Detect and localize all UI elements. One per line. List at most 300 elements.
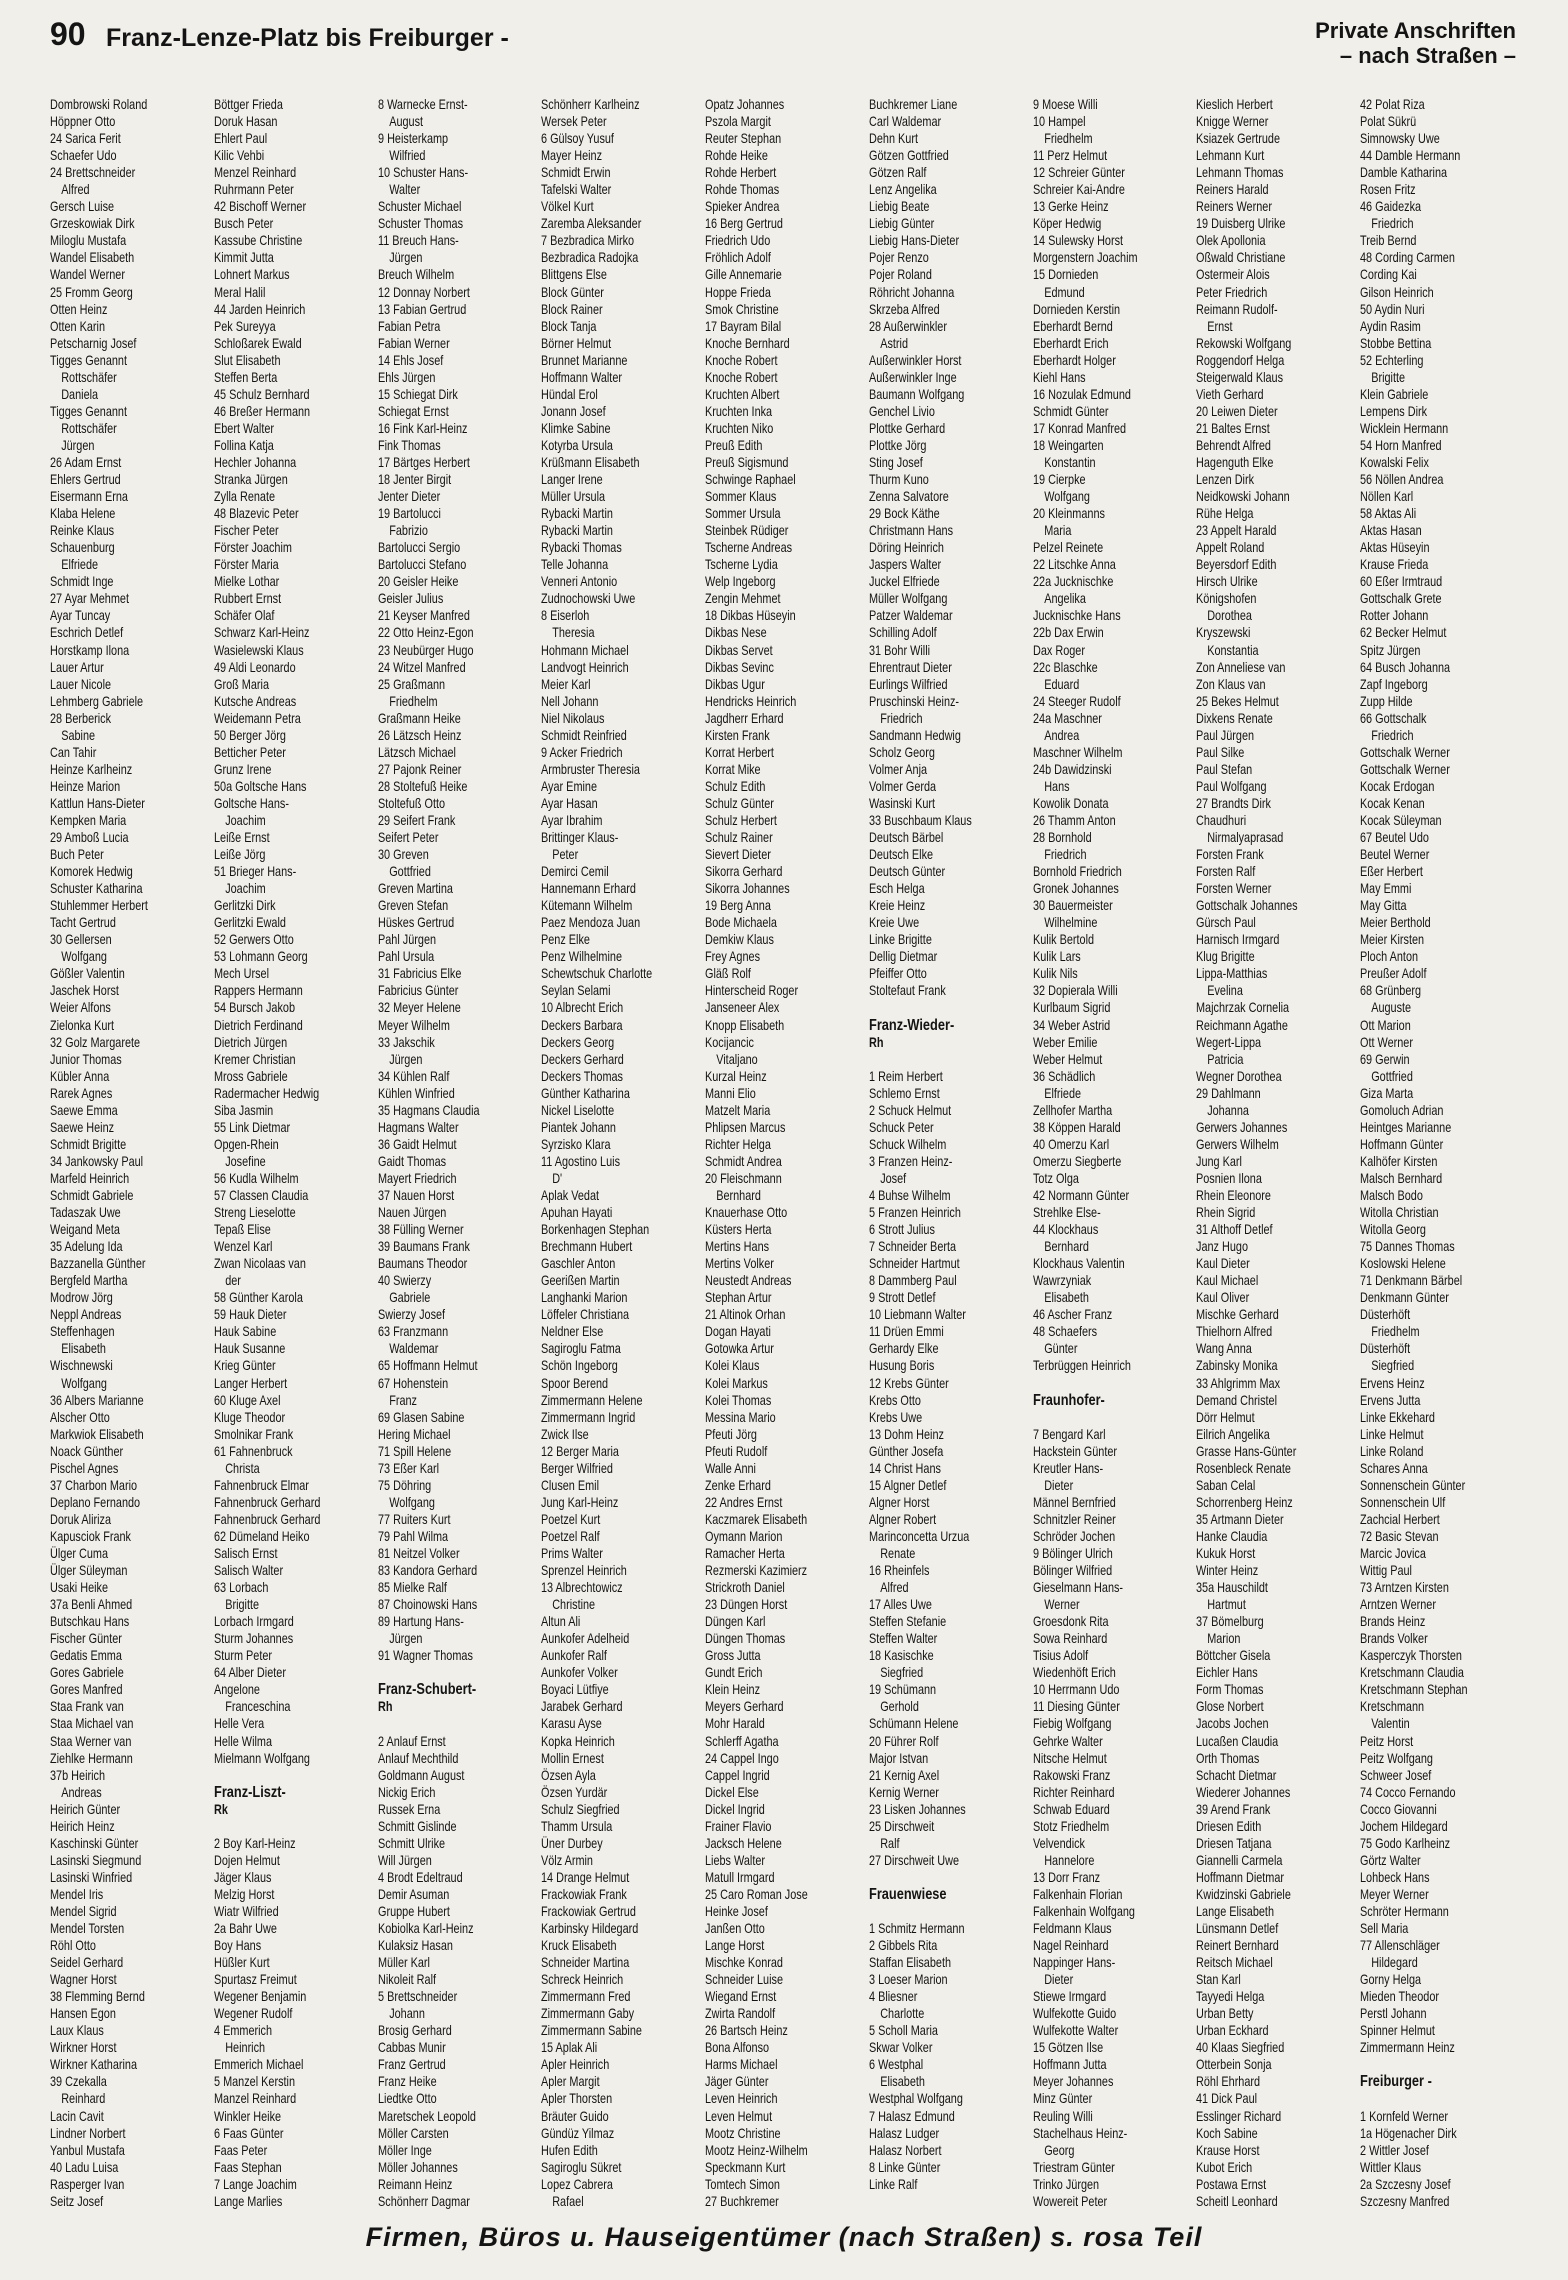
resident-entry: Weier Alfons [50,1000,111,1016]
entry-continuation: Friedrich [1043,847,1086,863]
resident-entry: Schmidt Günter [1032,403,1109,419]
resident-entry: Krause Horst [1196,2142,1260,2158]
house-number-entry: 8 Dammberg Paul [868,1273,957,1289]
directory-column-9 [1360,96,1486,2212]
resident-entry: Schmidt Inge [50,574,114,590]
resident-entry: Beyersdorf Edith [1196,557,1277,573]
resident-entry: Gößler Valentin [50,966,125,982]
resident-entry: Brands Heinz [1360,1614,1426,1630]
resident-entry: Schiegat Ernst [377,403,449,419]
resident-entry: Schlerff Agatha [705,1733,779,1749]
resident-entry: Wang Anna [1196,1341,1253,1357]
house-number-entry: 2a Bahr Uwe [213,1921,277,1937]
resident-entry: Schweer Josef [1360,1767,1432,1783]
house-number-entry: 5 Franzen Heinrich [868,1205,961,1221]
resident-entry: Krebs Uwe [868,1409,922,1425]
house-number-entry: 23 Düngen Horst [705,1597,788,1613]
resident-entry: Algner Horst [868,1494,930,1510]
resident-entry: Schuck Peter [868,1119,934,1135]
resident-entry: Poetzel Kurt [541,1511,601,1527]
resident-entry: Schewtschuk Charlotte [541,966,653,982]
resident-entry: Betticher Peter [213,744,286,760]
house-number-entry: 46 Ascher Franz [1032,1307,1112,1323]
resident-entry: Cording Kai [1360,267,1417,283]
resident-entry: Wandel Elisabeth [50,250,135,266]
resident-entry: Spieker Andrea [705,199,780,215]
house-number-entry: 29 Bock Käthe [868,506,940,522]
resident-entry: Außerwinkler Horst [868,352,962,368]
resident-entry: Jochem Hildegard [1360,1818,1448,1834]
house-number-entry: 9 Moese Willi [1032,97,1098,112]
resident-entry: Gottschalk Grete [1360,591,1442,607]
resident-entry: Behrendt Alfred [1196,437,1272,453]
house-number-entry: 4 Brodt Edeltraud [377,1869,463,1885]
resident-entry: Tadaszak Uwe [50,1205,121,1221]
house-number-entry: 17 Alles Uwe [868,1597,932,1613]
house-number-entry: 59 Hauk Dieter [213,1307,287,1323]
house-number-entry: 29 Seifert Frank [377,812,455,828]
resident-entry: Krüßmann Elisabeth [541,454,640,470]
resident-entry: Schwab Eduard [1032,1801,1110,1817]
resident-entry: Eberhardt Erich [1032,335,1109,351]
resident-entry: Armbruster Theresia [541,761,641,777]
resident-entry: Zimmermann Ingrid [541,1409,636,1425]
entry-continuation: Dieter [1043,1477,1073,1493]
resident-entry: Spinner Helmut [1360,2023,1435,2039]
resident-entry: Tayyedi Helga [1196,1989,1265,2005]
resident-entry: Slut Elisabeth [213,352,281,368]
house-number-entry: 34 Jankowsky Paul [50,1153,144,1169]
resident-entry: Knoche Robert [705,369,778,385]
house-number-entry: 91 Wagner Thomas [377,1648,473,1664]
street-heading: Fraunhofer- [1032,1391,1105,1409]
entry-continuation: Gerhold [879,1699,919,1715]
resident-entry: Faas Peter [213,2142,267,2158]
house-number-entry: 62 Dümeland Heiko [213,1528,310,1544]
resident-entry: Staffan Elisabeth [868,1955,951,1971]
resident-entry: Staa Werner van [50,1733,132,1749]
entry-continuation: Hartmut [1207,1597,1247,1613]
resident-entry: Böttcher Gisela [1196,1648,1271,1664]
resident-entry: Driesen Tatjana [1196,1835,1272,1851]
resident-entry: Rhein Sigrid [1196,1205,1256,1221]
resident-entry: Malsch Bodo [1360,1188,1423,1203]
house-number-entry: 48 Cording Carmen [1360,250,1455,266]
resident-entry: Preuß Sigismund [705,454,789,470]
house-number-entry: 34 Weber Astrid [1032,1017,1110,1033]
resident-entry: Korrat Mike [705,761,761,777]
entry-continuation: Elfriede [1043,1085,1081,1101]
resident-entry: Zimmermann Gaby [541,2006,635,2022]
resident-entry: Walle Anni [705,1460,756,1476]
resident-entry: Smok Christine [705,301,779,317]
resident-entry: Schnitzler Reiner [1032,1511,1116,1527]
resident-entry: Jäger Klaus [213,1869,272,1885]
house-number-entry: 21 Kernig Axel [868,1767,939,1783]
resident-entry: Schuster Katharina [50,881,143,897]
resident-entry: Doruk Hasan [213,114,278,130]
house-number-entry: 38 Fülling Werner [377,1222,464,1238]
resident-entry: Hoffmann Jutta [1032,2057,1107,2073]
resident-entry: Dornieden Kerstin [1032,301,1120,317]
entry-continuation: Friedhelm [1371,1324,1420,1340]
resident-entry: Gilson Heinrich [1360,284,1434,300]
house-number-entry: 50 Aydin Nuri [1360,301,1425,317]
resident-entry: Steffen Walter [868,1631,938,1647]
resident-entry: Deckers Gerhard [541,1051,625,1067]
house-number-entry: 17 Bayram Bilal [705,318,782,334]
resident-entry: Schulz Herbert [705,812,777,828]
resident-entry: Ott Werner [1360,1034,1413,1050]
entry-continuation: Bernhard [1043,1239,1089,1255]
house-number-entry: 26 Thamm Anton [1032,812,1116,828]
resident-entry: Horstkamp Ilona [50,642,130,658]
resident-entry: Hering Michael [377,1426,451,1442]
resident-entry: Wegener Rudolf [213,2006,293,2022]
resident-entry: Skwar Volker [868,2040,933,2056]
resident-entry: Brosig Gerhard [377,2023,452,2039]
resident-entry: Russek Erna [377,1801,440,1817]
resident-entry: Lempens Dirk [1360,403,1428,419]
resident-entry: Börner Helmut [541,335,612,351]
resident-entry: Peitz Wolfgang [1360,1750,1433,1766]
house-number-entry: 63 Franzmann [377,1324,448,1340]
house-number-entry: 11 Drüen Emmi [868,1324,944,1340]
resident-entry: Sikorra Johannes [705,881,790,897]
resident-entry: Dickel Ingrid [705,1801,765,1817]
resident-entry: Sikorra Gerhard [705,864,783,880]
resident-entry: Kocak Erdogan [1360,778,1435,794]
resident-entry: Marcic Jovica [1360,1545,1426,1561]
resident-entry: Paul Wolfgang [1196,778,1267,794]
resident-entry: Greven Stefan [377,898,448,914]
resident-entry: Hirsch Ulrike [1196,574,1258,590]
resident-entry: Jucknischke Hans [1032,608,1121,624]
resident-entry: Klein Heinz [705,1682,761,1698]
resident-entry: Förster Maria [213,557,279,573]
resident-entry: Sprenzel Heinrich [541,1563,628,1579]
resident-entry: Pfeiffer Otto [868,966,927,982]
resident-entry: Schmidt Reinfried [541,727,628,743]
resident-entry: Kowalski Felix [1360,454,1429,470]
resident-entry: Schacht Dietmar [1196,1767,1277,1783]
resident-entry: Lauer Artur [50,659,104,675]
entry-continuation: Jürgen [61,437,95,453]
resident-entry: Triestram Günter [1032,2159,1115,2175]
house-number-entry: 17 Konrad Manfred [1032,420,1126,436]
house-number-entry: 1a Högenacher Dirk [1360,2125,1457,2141]
entry-continuation: Gottfried [1371,1068,1413,1084]
resident-entry: Bölinger Wilfried [1032,1563,1112,1579]
house-number-entry: 2 Gibbels Rita [868,1938,938,1954]
resident-entry: Schares Anna [1360,1460,1428,1476]
resident-entry: Neldner Else [541,1324,604,1340]
resident-entry: Kühlen Winfried [377,1085,455,1101]
house-number-entry: 79 Pahl Wilma [377,1528,448,1544]
resident-entry: Bezbradica Radojka [541,250,639,266]
resident-entry: Wittig Paul [1360,1563,1412,1579]
resident-entry: Laux Klaus [50,2023,104,2039]
house-number-entry: 27 Brandts Dirk [1196,795,1272,811]
resident-entry: Block Rainer [541,301,603,317]
resident-entry: Kaschinski Günter [50,1835,139,1851]
resident-entry: Linke Brigitte [868,932,932,948]
entry-continuation: Wolfgang [1043,489,1090,505]
house-number-entry: 16 Berg Gertrud [705,216,783,232]
house-number-entry: 13 Gerke Heinz [1032,199,1109,215]
resident-entry: Ehrentraut Dieter [868,659,952,675]
house-number-entry: 44 Damble Hermann [1360,148,1461,164]
entry-continuation: Hildegard [1371,1955,1418,1971]
resident-entry: Wiedenhöft Erich [1032,1665,1116,1681]
directory-columns [50,96,1518,2212]
entry-continuation: Andreas [61,1784,102,1800]
resident-entry: Düngen Karl [705,1614,766,1630]
resident-entry: Krebs Otto [868,1392,921,1408]
entry-continuation: Dieter [1043,1972,1073,1988]
house-number-entry: 75 Dannes Thomas [1360,1239,1455,1255]
directory-column-8 [1196,96,1322,2212]
resident-entry: Lasinski Winfried [50,1869,133,1885]
house-number-entry: 50a Goltsche Hans [213,778,307,794]
house-number-entry: 11 Perz Helmut [1032,148,1107,164]
resident-entry: Eisermann Erna [50,489,128,505]
resident-entry: Paul Silke [1196,744,1245,760]
resident-entry: Kulik Bertold [1032,932,1094,948]
house-number-entry: 24 Steeger Rudolf [1032,693,1121,709]
resident-entry: Kirsten Frank [705,727,770,743]
resident-entry: Speckmann Kurt [705,2159,786,2175]
resident-entry: Stuhlemmer Herbert [50,898,148,914]
house-number-entry: 27 Buchkremer [705,2193,779,2209]
house-number-entry: 18 Weingarten [1032,437,1104,453]
resident-entry: Schönherr Karlheinz [541,97,640,112]
resident-entry: Kiehl Hans [1032,369,1086,385]
house-number-entry: 15 Aplak Ali [541,2040,598,2056]
resident-entry: Gottschalk Werner [1360,761,1450,777]
house-number-entry: 37 Nauen Horst [377,1188,454,1203]
house-number-entry: 73 Arntzen Kirsten [1360,1580,1449,1596]
resident-entry: Völkel Kurt [541,199,594,215]
resident-entry: Clusen Emil [541,1477,600,1493]
resident-entry: Lehmann Kurt [1196,148,1265,164]
resident-entry: Butschkau Hans [50,1614,130,1630]
resident-entry: Landvogt Heinrich [541,659,629,675]
resident-entry: Minz Günter [1032,2091,1092,2107]
resident-entry: Reichmann Agathe [1196,1017,1289,1033]
entry-continuation: Wilhelmine [1043,915,1097,931]
resident-entry: Reinert Bernhard [1196,1938,1280,1954]
resident-entry: Siba Jasmin [213,1102,273,1118]
entry-continuation: Daniela [61,386,99,402]
entry-continuation: Jürgen [388,1631,422,1647]
house-number-entry: 40 Swierzy [377,1273,431,1289]
entry-continuation: Theresia [552,625,595,641]
resident-entry: Schröder Jochen [1032,1528,1115,1544]
resident-entry: Kretschmann [1360,1699,1425,1715]
resident-entry: Kilic Vehbi [213,148,264,164]
resident-entry: Preußer Adolf [1360,966,1427,982]
resident-entry: Thamm Ursula [541,1818,613,1834]
resident-entry: Apuhan Hayati [541,1205,613,1221]
house-number-entry: 7 Schneider Berta [868,1239,956,1255]
resident-entry: Hoppe Frieda [705,284,771,300]
resident-entry: Pruschinski Heinz- [868,693,959,709]
entry-continuation: Marion [1207,1631,1241,1647]
resident-entry: Dixkens Renate [1196,710,1274,726]
resident-entry: Krieg Günter [213,1358,276,1374]
resident-entry: Eßer Herbert [1360,864,1423,880]
resident-entry: Ülger Cuma [50,1545,109,1561]
resident-entry: Kruck Elisabeth [541,1938,617,1954]
street-heading-suffix: Rk [213,1801,228,1817]
house-number-entry: 28 Bornhold [1032,830,1092,846]
resident-entry: Zenke Erhard [705,1477,771,1493]
resident-entry: Schaefer Udo [50,148,117,164]
resident-entry: Wirkner Katharina [50,2057,138,2073]
house-number-entry: 19 Bartolucci [377,506,441,522]
entry-continuation: Rafael [552,2193,584,2209]
resident-entry: Vieth Gerhard [1196,386,1264,402]
resident-entry: Kreie Uwe [868,915,919,931]
house-number-entry: 6 Strott Julius [868,1222,935,1238]
resident-entry: Knopp Elisabeth [705,1017,785,1033]
house-number-entry: 40 Omerzu Karl [1032,1136,1109,1152]
resident-entry: Kolei Thomas [705,1392,772,1408]
house-number-entry: 24b Dawidzinski [1032,761,1112,777]
entry-continuation: Joachim [224,812,266,828]
resident-entry: Scheitl Leonhard [1196,2193,1278,2209]
house-number-entry: 56 Nöllen Andrea [1360,472,1444,488]
entry-continuation: Wilfried [388,148,425,164]
resident-entry: Cabbas Munir [377,2040,446,2056]
street-heading: Frauenwiese [868,1885,947,1903]
resident-entry: Giza Marta [1360,1085,1414,1101]
house-number-entry: 74 Cocco Fernando [1360,1784,1456,1800]
entry-continuation: Franceschina [224,1699,291,1715]
resident-entry: Leven Heinrich [705,2091,778,2107]
resident-entry: Karbinsky Hildegard [541,1921,639,1937]
house-number-entry: 69 Glasen Sabine [377,1409,464,1425]
house-number-entry: 2 Anlauf Ernst [377,1733,446,1749]
resident-entry: Gross Jutta [705,1648,761,1664]
street-heading-suffix: Rh [377,1699,392,1715]
house-number-entry: 72 Basic Stevan [1360,1528,1439,1544]
resident-entry: Hanke Claudia [1196,1528,1268,1544]
resident-entry: Ayar Ibrahim [541,812,603,828]
house-number-entry: 23 Neubürger Hugo [377,642,474,658]
resident-entry: Jaschek Horst [50,983,119,999]
resident-entry: Langer Irene [541,472,603,488]
resident-entry: Gehrke Walter [1032,1733,1103,1749]
house-number-entry: 26 Bartsch Heinz [705,2023,788,2039]
resident-entry: Kapusciok Frank [50,1528,131,1544]
resident-entry: Buchkremer Liane [868,97,958,112]
house-number-entry: 15 Götzen Ilse [1032,2040,1103,2056]
house-number-entry: 13 Dohm Heinz [868,1426,944,1442]
resident-entry: Schwarz Karl-Heinz [213,625,310,641]
entry-continuation: Walter [388,182,420,198]
resident-entry: Fiebig Wolfgang [1032,1716,1111,1732]
resident-entry: Gores Gabriele [50,1665,124,1681]
house-number-entry: 28 Berberick [50,710,112,726]
resident-entry: Schulz Rainer [705,830,773,846]
resident-entry: Kasperczyk Thorsten [1360,1648,1462,1664]
resident-entry: May Emmi [1360,881,1412,897]
resident-entry: Schneider Luise [705,1972,783,1988]
resident-entry: Günther Josefa [868,1443,944,1459]
resident-entry: Nikoleit Ralf [377,1972,436,1988]
house-number-entry: 60 Eßer Irmtraud [1360,574,1443,590]
resident-entry: Tigges Genannt [50,352,127,368]
resident-entry: Majchrzak Cornelia [1196,1000,1290,1016]
resident-entry: Schmitt Gislinde [377,1818,457,1834]
entry-continuation: Eduard [1043,676,1079,692]
house-number-entry: 51 Brieger Hans- [213,864,296,880]
resident-entry: Kretschmann Claudia [1360,1665,1464,1681]
resident-entry: Kocak Kenan [1360,795,1425,811]
house-number-entry: 15 Dornieden [1032,267,1098,283]
resident-entry: Linke Ekkehard [1360,1409,1435,1425]
house-number-entry: 28 Außerwinkler [868,318,947,334]
house-number-entry: 46 Gaidezka [1360,199,1422,215]
resident-entry: Otterbein Sonja [1196,2057,1272,2073]
resident-entry: Leven Helmut [705,2108,773,2124]
house-number-entry: 19 Duisberg Ulrike [1196,216,1286,232]
resident-entry: Özsen Ayla [541,1767,597,1783]
entry-continuation: Franz [388,1392,417,1408]
resident-entry: Venneri Antonio [541,574,618,590]
resident-entry: Eberhardt Holger [1032,352,1116,368]
resident-entry: Wiegand Ernst [705,1989,777,2005]
resident-entry: Szczesny Manfred [1360,2193,1450,2209]
resident-entry: Welp Ingeborg [705,574,776,590]
resident-entry: Kütemann Wilhelm [541,898,633,914]
resident-entry: Wasinski Kurt [868,795,935,811]
resident-entry: Bona Alfonso [705,2040,770,2056]
resident-entry: Yanbul Mustafa [50,2142,125,2158]
resident-entry: Hoffmann Walter [541,369,623,385]
page-header [0,0,1568,92]
resident-entry: Gaschler Anton [541,1256,616,1272]
house-number-entry: 5 Manzel Kerstin [213,2074,295,2090]
entry-continuation: Wolfgang [388,1494,435,1510]
entry-continuation: Johann [388,2006,425,2022]
resident-entry: Major Istvan [868,1750,928,1766]
resident-entry: Tisius Adolf [1032,1648,1088,1664]
resident-entry: Spitz Jürgen [1360,642,1421,658]
resident-entry: Meyer Johannes [1032,2074,1113,2090]
resident-entry: Paul Jürgen [1196,727,1255,743]
resident-entry: Perstl Johann [1360,2006,1427,2022]
resident-entry: Nagel Reinhard [1032,1938,1109,1954]
resident-entry: Falkenhain Florian [1032,1886,1122,1902]
house-number-entry: 6 Faas Günter [213,2125,284,2141]
resident-entry: Müller Ursula [541,489,606,505]
entry-continuation: Christa [224,1460,260,1476]
resident-entry: Wegert-Lippa [1196,1034,1262,1050]
resident-entry: Zwirta Randolf [705,2006,776,2022]
resident-entry: Boy Hans [213,1938,261,1954]
resident-entry: Bornhold Friedrich [1032,864,1122,880]
resident-entry: Kattlun Hans-Dieter [50,795,145,811]
house-number-entry: 34 Kühlen Ralf [377,1068,449,1084]
resident-entry: Pojer Roland [868,267,932,283]
house-number-entry: 24 Cappel Ingo [705,1750,779,1766]
house-number-entry: 22 Otto Heinz-Egon [377,625,474,641]
resident-entry: Ehls Jürgen [377,369,435,385]
house-number-entry: 35 Adelung Ida [50,1239,123,1255]
